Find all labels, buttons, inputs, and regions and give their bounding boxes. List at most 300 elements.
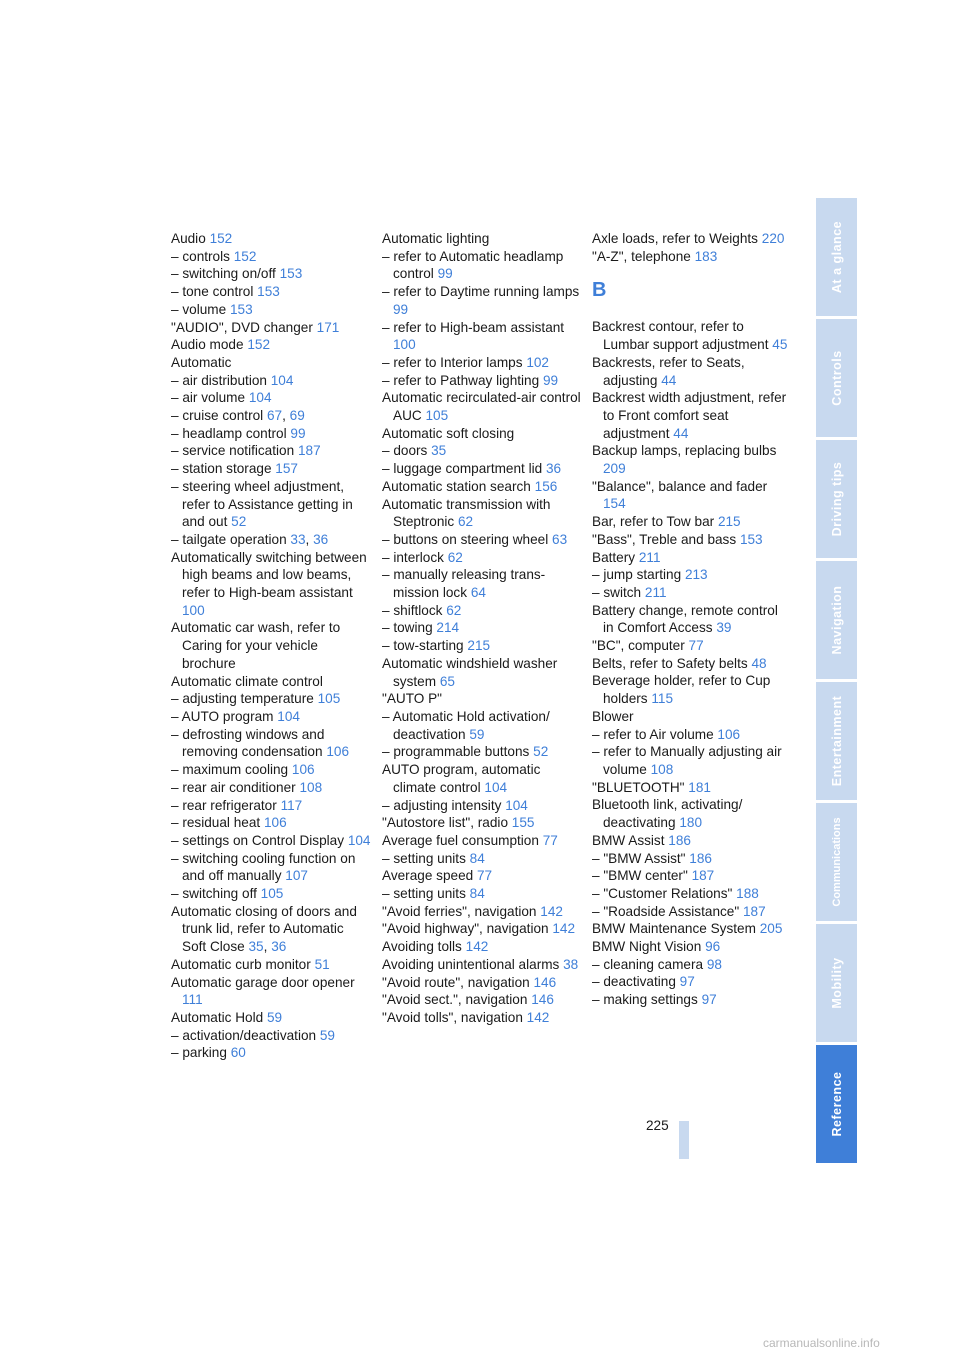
index-entry bbox=[171, 283, 371, 301]
index-entry-term: Automatic closing of doors and trunk lid, refer to Automatic Soft Close bbox=[171, 903, 357, 955]
index-entry bbox=[171, 389, 371, 407]
index-entry-term: "Avoid highway", navigation bbox=[382, 921, 549, 937]
page-reference-link[interactable]: 97 bbox=[679, 974, 695, 990]
page-reference-link[interactable]: 106 bbox=[263, 815, 287, 831]
index-entry bbox=[592, 743, 788, 778]
page-ref-separator: , bbox=[305, 531, 314, 547]
index-entry-term: – buttons on steering wheel bbox=[382, 531, 549, 547]
index-entry-term: – doors bbox=[382, 443, 428, 459]
page-reference-link[interactable]: 35 bbox=[431, 443, 447, 459]
index-entry-term: – AUTO program bbox=[171, 708, 274, 724]
chapter-tab-label: At a glance bbox=[829, 220, 844, 294]
index-entry bbox=[171, 903, 371, 956]
index-entry bbox=[382, 885, 582, 903]
page-reference-link[interactable]: 44 bbox=[661, 372, 677, 388]
page-reference-link[interactable]: 187 bbox=[297, 443, 321, 459]
page-reference-link[interactable]: 105 bbox=[260, 886, 284, 902]
index-entry-term: – maximum cooling bbox=[171, 762, 289, 778]
index-entry bbox=[592, 566, 788, 584]
chapter-tab-driving-tips[interactable] bbox=[816, 440, 857, 558]
page-reference-link[interactable]: 153 bbox=[257, 284, 280, 300]
index-entry-term: – air distribution bbox=[171, 372, 267, 388]
index-entry-term: – parking bbox=[171, 1045, 227, 1061]
index-entry-term: "Balance", balance and fader bbox=[592, 478, 768, 494]
page-reference-link[interactable]: 153 bbox=[739, 531, 763, 547]
index-entry bbox=[171, 814, 371, 832]
page-reference-link[interactable]: 142 bbox=[526, 1009, 550, 1025]
page-reference-link[interactable]: 146 bbox=[531, 992, 554, 1008]
index-entry bbox=[171, 726, 371, 761]
page-reference-link[interactable]: 152 bbox=[247, 337, 271, 353]
index-entry bbox=[382, 283, 582, 318]
index-entry-term: – refer to Automatic headlamp control bbox=[382, 248, 564, 282]
index-entry bbox=[592, 672, 788, 707]
index-entry bbox=[171, 619, 371, 672]
index-entry-term: – "BMW center" bbox=[592, 868, 688, 884]
index-entry-term: Bar, refer to Tow bar bbox=[592, 514, 715, 530]
index-entry-term: – rear refrigerator bbox=[171, 797, 277, 813]
page-reference-link[interactable]: 104 bbox=[248, 390, 272, 406]
index-entry bbox=[382, 496, 582, 531]
page-reference-link[interactable]: 153 bbox=[279, 266, 303, 282]
index-entry bbox=[382, 637, 582, 655]
index-entry bbox=[592, 248, 788, 266]
page-reference-link[interactable]: 142 bbox=[540, 903, 563, 919]
index-entry bbox=[171, 265, 371, 283]
index-entry bbox=[592, 885, 788, 903]
index-entry-term: – tailgate operation bbox=[171, 531, 287, 547]
index-entry-term: – settings on Control Display bbox=[171, 832, 345, 848]
page-reference-link[interactable]: 152 bbox=[209, 231, 233, 246]
index-entry bbox=[382, 230, 582, 248]
page-reference-link[interactable]: 38 bbox=[563, 956, 579, 972]
page-reference-link[interactable]: 213 bbox=[684, 567, 708, 583]
chapter-tab-reference[interactable] bbox=[816, 1045, 857, 1163]
index-entry bbox=[171, 372, 371, 390]
index-entry bbox=[382, 248, 582, 283]
page-reference-link[interactable]: 108 bbox=[650, 761, 674, 777]
index-entry bbox=[592, 602, 788, 637]
index-entry bbox=[382, 478, 582, 496]
page-reference-link[interactable]: 52 bbox=[533, 744, 549, 760]
index-entry-term: Automatic recirculated-air control AUC bbox=[382, 390, 581, 424]
index-entry bbox=[382, 974, 582, 992]
page-reference-link[interactable]: 180 bbox=[679, 815, 703, 831]
index-entry-term: "Avoid sect.", navigation bbox=[382, 992, 528, 1008]
index-entry bbox=[171, 956, 371, 974]
page-ref-separator: , bbox=[263, 939, 272, 955]
page-reference-link[interactable]: 205 bbox=[759, 921, 783, 937]
index-entry bbox=[382, 460, 582, 478]
page-reference-link[interactable]: 106 bbox=[717, 726, 741, 742]
page-reference-link[interactable]: 105 bbox=[317, 691, 341, 707]
chapter-tab-entertainment[interactable] bbox=[816, 682, 857, 800]
index-entry-term: – switching cooling function on and off manually bbox=[171, 850, 356, 884]
page-reference-link[interactable]: 146 bbox=[533, 974, 557, 990]
page-reference-link[interactable]: 215 bbox=[467, 638, 491, 654]
page-reference-link[interactable]: 84 bbox=[469, 850, 485, 866]
index-entry bbox=[382, 442, 582, 460]
index-entry-term: "Bass", Treble and bass bbox=[592, 531, 737, 547]
index-entry bbox=[382, 920, 582, 938]
index-entry-term: – refer to High-beam assistant bbox=[382, 319, 565, 335]
page-reference-link[interactable]: 211 bbox=[644, 584, 667, 600]
index-entry bbox=[382, 814, 582, 832]
index-entry bbox=[382, 708, 582, 743]
index-section-letter: B bbox=[592, 279, 607, 302]
index-entry bbox=[382, 619, 582, 637]
index-entry-term: Audio mode bbox=[171, 337, 244, 353]
index-entry bbox=[592, 991, 788, 1009]
index-entry bbox=[382, 1009, 582, 1027]
index-entry bbox=[382, 531, 582, 549]
page-reference-link[interactable]: 157 bbox=[275, 461, 298, 477]
index-entry bbox=[592, 389, 788, 442]
index-entry-term: – "Roadside Assistance" bbox=[592, 903, 740, 919]
index-entry bbox=[592, 230, 788, 248]
index-entry bbox=[382, 761, 582, 796]
chapter-tab-label: Controls bbox=[829, 350, 844, 406]
page-reference-link[interactable]: 77 bbox=[476, 868, 493, 884]
index-entry bbox=[382, 372, 582, 390]
page-reference-link[interactable]: 98 bbox=[706, 956, 722, 972]
index-entry bbox=[592, 655, 788, 673]
index-entry bbox=[592, 726, 788, 744]
index-entry-term: Bluetooth link, activating/ deactivating bbox=[592, 797, 743, 831]
index-entry-term: – activation/deactivation bbox=[171, 1027, 317, 1043]
page-reference-link[interactable]: 181 bbox=[688, 779, 711, 795]
index-entry-term: Automatic windshield washer system bbox=[382, 655, 558, 689]
index-entry-term: Average fuel consumption bbox=[382, 832, 539, 848]
index-entry bbox=[592, 531, 788, 549]
index-entry-term: Blower bbox=[592, 708, 634, 724]
index-entry bbox=[171, 442, 371, 460]
index-entry-term: – service notification bbox=[171, 443, 295, 459]
index-entry-term: Battery bbox=[592, 549, 636, 565]
page-reference-link[interactable]: 36 bbox=[313, 531, 329, 547]
page-reference-link[interactable]: 59 bbox=[469, 726, 485, 742]
index-entry bbox=[171, 230, 371, 248]
page-reference-link[interactable]: 153 bbox=[229, 301, 253, 317]
index-entry-term: – jump starting bbox=[592, 567, 682, 583]
index-entry bbox=[382, 797, 582, 815]
index-entry-term: Belts, refer to Safety belts bbox=[592, 655, 748, 671]
page-reference-link[interactable]: 187 bbox=[691, 868, 715, 884]
page-reference-link[interactable]: 69 bbox=[289, 408, 305, 424]
index-entry-term: Automatic curb monitor bbox=[171, 956, 311, 972]
page-reference-link[interactable]: 186 bbox=[668, 832, 691, 848]
index-entry bbox=[382, 991, 582, 1009]
index-entry bbox=[592, 549, 788, 567]
index-entry-term: Beverage holder, refer to Cup holders bbox=[592, 673, 771, 707]
index-entry-term: – programmable buttons bbox=[382, 744, 530, 760]
index-entry bbox=[171, 673, 371, 691]
page-reference-link[interactable]: 104 bbox=[270, 372, 294, 388]
page-reference-link[interactable]: 64 bbox=[470, 585, 486, 601]
page-reference-link[interactable]: 35 bbox=[248, 939, 264, 955]
page-reference-link[interactable]: 48 bbox=[751, 655, 767, 671]
page-reference-link[interactable]: 33 bbox=[290, 531, 306, 547]
page-reference-link[interactable]: 183 bbox=[694, 248, 718, 264]
index-entry-term: – cruise control bbox=[171, 408, 264, 424]
page-reference-link[interactable]: 96 bbox=[705, 939, 721, 955]
page-reference-link[interactable]: 36 bbox=[271, 939, 287, 955]
index-entry bbox=[171, 301, 371, 319]
page-reference-link[interactable]: 155 bbox=[511, 815, 535, 831]
page-reference-link[interactable]: 211 bbox=[638, 549, 661, 565]
index-entry-term: Automatic lighting bbox=[382, 231, 490, 246]
index-entry-term: "BC", computer bbox=[592, 638, 685, 654]
index-entry bbox=[592, 832, 788, 850]
index-entry-term: Backup lamps, replacing bulbs bbox=[592, 443, 777, 459]
page-reference-link[interactable]: 62 bbox=[447, 549, 463, 565]
index-entry bbox=[171, 248, 371, 266]
index-entry bbox=[382, 690, 582, 708]
index-entry bbox=[382, 389, 582, 424]
page-reference-link[interactable]: 104 bbox=[277, 708, 300, 724]
page-reference-link[interactable]: 77 bbox=[542, 832, 558, 848]
page-reference-link[interactable]: 188 bbox=[736, 885, 759, 901]
index-entry bbox=[592, 973, 788, 991]
index-entry-term: Automatic car wash, refer to Caring for your vehicle brochure bbox=[171, 620, 341, 671]
chapter-tab-at-a-glance[interactable] bbox=[816, 198, 857, 316]
page-reference-link[interactable]: 105 bbox=[425, 408, 449, 424]
index-entry-term: Automatic transmission with Steptronic bbox=[382, 496, 551, 530]
index-entry bbox=[592, 637, 788, 655]
page-number: 225 bbox=[646, 1118, 669, 1133]
chapter-tab-communications[interactable] bbox=[816, 803, 857, 921]
index-entry bbox=[382, 566, 582, 601]
index-entry bbox=[382, 956, 582, 974]
page-reference-link[interactable]: 111 bbox=[182, 992, 203, 1008]
page-reference-link[interactable]: 215 bbox=[717, 514, 741, 530]
index-entry bbox=[592, 354, 788, 389]
index-entry bbox=[592, 478, 788, 513]
index-entry-term: Backrests, refer to Seats, adjusting bbox=[592, 354, 745, 388]
index-entry-term: – towing bbox=[382, 620, 433, 636]
index-entry-term: Automatic climate control bbox=[171, 673, 323, 689]
chapter-tab-label: Mobility bbox=[829, 957, 844, 1009]
index-entry-term: – manually releasing trans-mission lock bbox=[382, 567, 546, 601]
index-entry-term: "Autostore list", radio bbox=[382, 815, 509, 831]
index-entry-term: – deactivating bbox=[592, 974, 676, 990]
index-entry bbox=[382, 832, 582, 850]
index-entry bbox=[382, 850, 582, 868]
index-entry bbox=[171, 708, 371, 726]
page-reference-link[interactable]: 100 bbox=[182, 602, 205, 618]
index-entry bbox=[171, 336, 371, 354]
page-reference-link[interactable]: 156 bbox=[534, 478, 558, 494]
page-reference-link[interactable]: 106 bbox=[326, 744, 350, 760]
index-entry bbox=[171, 779, 371, 797]
page-reference-link[interactable]: 99 bbox=[437, 266, 453, 282]
index-entry-term: – headlamp control bbox=[171, 425, 287, 441]
index-entry-term: – luggage compartment lid bbox=[382, 461, 543, 477]
page-reference-link[interactable]: 45 bbox=[772, 337, 788, 353]
page-ref-separator: , bbox=[282, 408, 290, 424]
index-entry bbox=[592, 903, 788, 921]
index-entry-term: Audio bbox=[171, 231, 206, 246]
page-reference-link[interactable]: 107 bbox=[285, 868, 308, 884]
index-column-2 bbox=[382, 230, 582, 1027]
index-entry-term: "BLUETOOTH" bbox=[592, 779, 685, 795]
index-entry bbox=[382, 602, 582, 620]
index-entry-term: Automatic bbox=[171, 354, 232, 370]
page-reference-link[interactable]: 142 bbox=[552, 921, 576, 937]
index-entry-term: – switch bbox=[592, 584, 642, 600]
index-entry-term: – refer to Interior lamps bbox=[382, 354, 523, 370]
page-reference-link[interactable]: 171 bbox=[316, 319, 340, 335]
index-entry bbox=[382, 938, 582, 956]
page-reference-link[interactable]: 59 bbox=[266, 1009, 283, 1025]
page-reference-link[interactable]: 84 bbox=[469, 886, 485, 902]
index-entry-term: – refer to Manually adjusting air volume bbox=[592, 744, 782, 777]
index-entry bbox=[171, 761, 371, 779]
page-reference-link[interactable]: 106 bbox=[291, 762, 315, 778]
page-reference-link[interactable]: 65 bbox=[439, 673, 455, 689]
page-reference-link[interactable]: 36 bbox=[545, 461, 562, 477]
page-reference-link[interactable]: 154 bbox=[603, 496, 626, 512]
page-reference-link[interactable]: 97 bbox=[701, 992, 717, 1008]
index-entry-term: "AUTO P" bbox=[382, 691, 443, 707]
index-entry-term: – tone control bbox=[171, 284, 254, 300]
page-reference-link[interactable]: 100 bbox=[393, 337, 416, 353]
page-reference-link[interactable]: 52 bbox=[231, 514, 247, 530]
page-reference-link[interactable]: 99 bbox=[393, 301, 409, 317]
index-entry-term: – switching off bbox=[171, 886, 257, 902]
page-reference-link[interactable]: 102 bbox=[526, 354, 549, 370]
chapter-tab-navigation[interactable] bbox=[816, 561, 857, 679]
page-number-bar bbox=[679, 1121, 689, 1159]
index-entry-term: – making settings bbox=[592, 992, 698, 1008]
index-entry-term: "Avoid ferries", navigation bbox=[382, 903, 537, 919]
index-entry bbox=[382, 867, 582, 885]
index-entry-term: – switching on/off bbox=[171, 266, 276, 282]
index-entry-term: – adjusting intensity bbox=[382, 797, 502, 813]
index-entry bbox=[171, 1027, 371, 1045]
index-entry bbox=[592, 708, 788, 726]
index-entry-term: – shiftlock bbox=[382, 602, 443, 618]
index-entry bbox=[171, 354, 371, 372]
page-reference-link[interactable]: 104 bbox=[505, 797, 528, 813]
index-entry-term: – "BMW Assist" bbox=[592, 850, 686, 866]
index-entry bbox=[171, 478, 371, 531]
index-entry bbox=[171, 885, 371, 903]
index-entry-term: Automatic Hold bbox=[171, 1009, 264, 1025]
index-entry-term: Automatically switching between high beams and low beams, refer to High-beam assistant bbox=[171, 549, 367, 601]
index-entry bbox=[592, 850, 788, 868]
index-entry-term: – refer to Daytime running lamps bbox=[382, 284, 580, 300]
index-entry-term: – interlock bbox=[382, 549, 444, 565]
page-reference-link[interactable]: 187 bbox=[742, 903, 766, 919]
index-entry-term: Backrest contour, refer to Lumbar support adjustment bbox=[592, 319, 769, 353]
page-reference-link[interactable]: 142 bbox=[465, 939, 489, 955]
page-reference-link[interactable]: 60 bbox=[230, 1045, 246, 1061]
index-entry-term: Average speed bbox=[382, 868, 474, 884]
index-entry bbox=[592, 442, 788, 477]
page-reference-link[interactable]: 39 bbox=[716, 620, 732, 636]
index-entry bbox=[592, 513, 788, 531]
index-entry-term: – defrosting windows and removing condensation bbox=[171, 726, 325, 760]
page-reference-link[interactable]: 67 bbox=[266, 408, 283, 424]
page-reference-link[interactable]: 104 bbox=[347, 832, 371, 848]
page-reference-link[interactable]: 115 bbox=[651, 691, 674, 707]
index-entry-term: Backrest width adjustment, refer to Front comfort seat adjustment bbox=[592, 390, 787, 441]
page-reference-link[interactable]: 99 bbox=[290, 425, 306, 441]
index-entry-term: Automatic garage door opener bbox=[171, 974, 355, 990]
index-entry-term: "Avoid route", navigation bbox=[382, 974, 530, 990]
page-reference-link[interactable]: 44 bbox=[673, 425, 689, 441]
page-reference-link[interactable]: 59 bbox=[319, 1027, 335, 1043]
page-reference-link[interactable]: 62 bbox=[458, 514, 474, 530]
index-entry bbox=[171, 974, 371, 1009]
index-entry bbox=[171, 1044, 371, 1062]
index-entry-term: – Automatic Hold activation/ deactivation bbox=[382, 708, 550, 742]
chapter-tabs bbox=[816, 198, 857, 1166]
index-entry-term: – setting units bbox=[382, 886, 466, 902]
index-entry bbox=[171, 549, 371, 620]
page-reference-link[interactable]: 108 bbox=[299, 779, 323, 795]
index-column-3 bbox=[592, 230, 788, 1009]
index-entry-term: BMW Maintenance System bbox=[592, 921, 756, 937]
index-entry bbox=[171, 531, 371, 549]
page-reference-link[interactable]: 214 bbox=[436, 620, 460, 636]
index-entry-term: Automatic soft closing bbox=[382, 425, 515, 441]
chapter-tab-mobility[interactable] bbox=[816, 924, 857, 1042]
page-reference-link[interactable]: 51 bbox=[314, 956, 330, 972]
index-entry bbox=[171, 832, 371, 850]
index-entry bbox=[171, 690, 371, 708]
index-entry-term: "A-Z", telephone bbox=[592, 248, 691, 264]
index-entry-term: – adjusting temperature bbox=[171, 691, 314, 707]
page-reference-link[interactable]: 186 bbox=[689, 850, 712, 866]
index-entry bbox=[382, 425, 582, 443]
index-entry bbox=[171, 850, 371, 885]
index-entry-term: – tow-starting bbox=[382, 638, 464, 654]
page-reference-link[interactable]: 63 bbox=[552, 531, 568, 547]
index-entry bbox=[171, 407, 371, 425]
page-reference-link[interactable]: 62 bbox=[446, 602, 462, 618]
index-entry bbox=[592, 920, 788, 938]
page-reference-link[interactable]: 209 bbox=[603, 461, 626, 477]
index-entry bbox=[382, 549, 582, 567]
index-column-1 bbox=[171, 230, 371, 1062]
chapter-tab-label: Reference bbox=[829, 1071, 844, 1137]
page-reference-link[interactable]: 117 bbox=[280, 797, 303, 813]
index-entry-term: – steering wheel adjustment, refer to Assistance getting in and out bbox=[171, 478, 353, 530]
watermark: carmanualsonline.info bbox=[763, 1336, 880, 1350]
index-entry bbox=[171, 460, 371, 478]
chapter-tab-label: Communications bbox=[830, 817, 843, 907]
index-entry-term: – setting units bbox=[382, 850, 466, 866]
index-entry-term: Axle loads, refer to Weights bbox=[592, 231, 758, 246]
index-entry-term: AUTO program, automatic climate control bbox=[382, 762, 541, 795]
chapter-tab-label: Driving tips bbox=[829, 461, 844, 537]
page-reference-link[interactable]: 104 bbox=[484, 779, 508, 795]
index-entry bbox=[171, 319, 371, 337]
index-entry bbox=[382, 319, 582, 354]
page-reference-link[interactable]: 99 bbox=[542, 372, 559, 388]
page-reference-link[interactable]: 77 bbox=[688, 638, 704, 654]
index-entry-term: – residual heat bbox=[171, 815, 261, 831]
page-reference-link[interactable]: 152 bbox=[233, 248, 257, 264]
index-entry bbox=[382, 903, 582, 921]
index-entry-term: – station storage bbox=[171, 461, 272, 477]
page-reference-link[interactable]: 220 bbox=[761, 231, 785, 246]
index-entry-term: Avoiding unintentional alarms bbox=[382, 956, 560, 972]
index-entry-term: – controls bbox=[171, 248, 230, 264]
chapter-tab-controls[interactable] bbox=[816, 319, 857, 437]
